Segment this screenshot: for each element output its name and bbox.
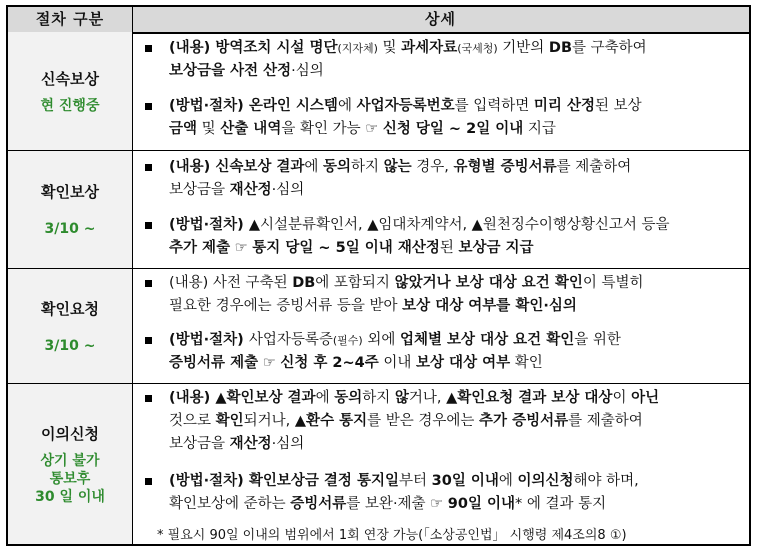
procedure-status: 상기 불가 통보후 30 일 이내 (35, 452, 105, 505)
detail-line: (내용) 방역조치 시설 명단(지자체) 및 과세자료(국세청) 기반의 DB를 구축하여 (169, 40, 647, 56)
procedure-name: 이의신청 (41, 424, 99, 443)
square-bullet-icon (145, 280, 152, 287)
row-label-cell (8, 151, 132, 268)
table-row-confirm-request (8, 268, 749, 383)
detail-line: (내용) ▲확인보상 결과에 동의하지 않거나, ▲확인요청 결과 보상 대상이 아닌 (169, 390, 660, 406)
procedure-name: 확인요청 (41, 299, 99, 318)
square-bullet-icon (145, 337, 152, 344)
row-detail-cell (133, 151, 749, 268)
detail-line: 증빙서류 제출 ☞ 신청 후 2~4주 이내 보상 대상 여부 확인 (169, 355, 543, 371)
detail-line: 보상금을 재산정·심의 (169, 182, 305, 198)
detail-line: (방법·절차) 확인보상금 결정 통지일부터 30일 이내에 이의신청해야 하며, (169, 473, 639, 489)
detail-line: (내용) 사전 구축된 DB에 포함되지 않았거나 보상 대상 요건 확인이 특별히 (169, 275, 644, 291)
procedure-name: 신속보상 (41, 69, 99, 88)
procedure-status: 3/10 ~ (44, 337, 96, 354)
procedure-status: 현 진행중 (40, 97, 100, 114)
procedure-name: 확인보상 (41, 183, 99, 201)
header-procedure-type: 절차 구분 (35, 10, 105, 28)
header-detail: 상세 (425, 10, 456, 28)
table-row-objection (8, 383, 749, 544)
square-bullet-icon (145, 45, 152, 52)
square-bullet-icon (145, 222, 152, 229)
square-bullet-icon (145, 164, 152, 171)
row-label-cell (8, 384, 132, 544)
procedure-status: 3/10 ~ (44, 221, 96, 237)
detail-line: (내용) 신속보상 결과에 동의하지 않는 경우, 유형별 증빙서류를 제출하여 (169, 159, 632, 175)
detail-line: 확인보상에 준하는 증빙서류를 보완·제출 ☞ 90일 이내* 에 결과 통지 (169, 496, 607, 512)
detail-line: (방법·절차) 온라인 시스템에 사업자등록번호를 입력하면 미리 산정된 보상 (169, 98, 642, 114)
footnote: * 필요시 90일 이내의 범위에서 1회 연장 가능(「소상공인법」 시행령 제4조의8 ①) (157, 528, 627, 543)
row-label-cell (8, 32, 132, 150)
detail-line: 추가 제출 ☞ 통지 당일 ~ 5일 이내 재산정된 보상금 지급 (169, 240, 534, 256)
detail-line: (방법·절차) 사업자등록증(필수) 외에 업체별 보상 대상 요건 확인을 위한 (169, 332, 621, 348)
square-bullet-icon (145, 478, 152, 485)
table-row-confirm-compensation (8, 150, 749, 268)
detail-line: 금액 및 산출 내역을 확인 가능 ☞ 신청 당일 ~ 2일 이내 지급 (169, 121, 556, 137)
row-detail-cell (133, 269, 749, 383)
row-detail-cell (133, 32, 749, 150)
square-bullet-icon (145, 395, 152, 402)
table-row-rapid-compensation (8, 32, 749, 150)
detail-line: 것으로 확인되거나, ▲환수 통지를 받은 경우에는 추가 증빙서류를 제출하여 (169, 413, 643, 429)
table-header (8, 7, 749, 34)
detail-line: (방법·절차) ▲시설분류확인서, ▲임대차계약서, ▲원천징수이행상황신고서 등을 (169, 217, 670, 233)
row-detail-cell (133, 384, 749, 544)
detail-line: 보상금을 재산정·심의 (169, 436, 305, 452)
detail-line: 보상금을 사전 산정·심의 (169, 63, 324, 79)
square-bullet-icon (145, 103, 152, 110)
detail-line: 필요한 경우에는 증빙서류 등을 받아 보상 대상 여부를 확인·심의 (169, 298, 577, 314)
procedure-table (6, 5, 751, 546)
row-label-cell (8, 269, 132, 383)
